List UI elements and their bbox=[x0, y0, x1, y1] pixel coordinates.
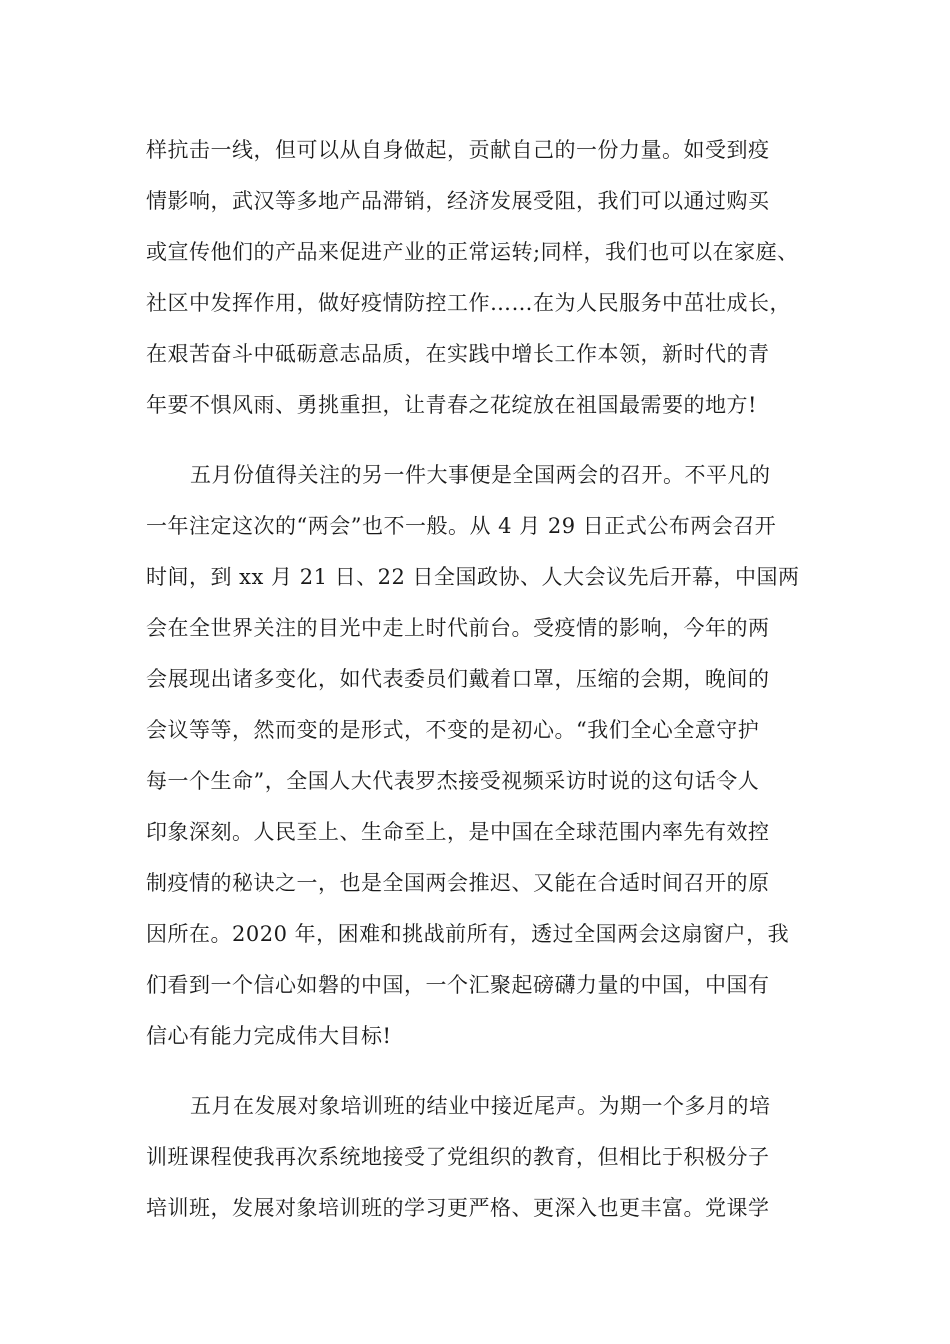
paragraph-1-line-1: 样抗击一线，但可以从自身做起，贡献自己的一份力量。如受到疫 bbox=[146, 138, 770, 162]
paragraph-1-line-6: 年要不惧风雨、勇挑重担，让青春之花绽放在祖国最需要的地方! bbox=[146, 393, 757, 417]
paragraph-2-line-12: 信心有能力完成伟大目标! bbox=[146, 1024, 392, 1048]
paragraph-1-line-4: 社区中发挥作用，做好疫情防控工作……在为人民服务中茁壮成长， bbox=[146, 291, 791, 315]
paragraph-2-line-11: 们看到一个信心如磐的中国，一个汇聚起磅礴力量的中国，中国有 bbox=[146, 973, 770, 997]
paragraph-2-line-9: 制疫情的秘诀之一，也是全国两会推迟、又能在合适时间召开的原 bbox=[146, 871, 770, 895]
paragraph-2-line-10: 因所在。2020 年，困难和挑战前所有，透过全国两会这扇窗户，我 bbox=[146, 922, 790, 946]
paragraph-1-line-2: 情影响，武汉等多地产品滞销，经济发展受阻，我们可以通过购买 bbox=[146, 189, 770, 213]
paragraph-2-line-8: 印象深刻。人民至上、生命至上，是中国在全球范围内率先有效控 bbox=[146, 820, 770, 844]
paragraph-1-line-3: 或宣传他们的产品来促进产业的正常运转;同样，我们也可以在家庭、 bbox=[146, 240, 799, 264]
paragraph-2-line-1: 五月份值得关注的另一件大事便是全国两会的召开。不平凡的 bbox=[190, 463, 771, 487]
paragraph-2-line-7: 每一个生命”，全国人大代表罗杰接受视频采访时说的这句话令人 bbox=[146, 769, 760, 793]
paragraph-3-line-1: 五月在发展对象培训班的结业中接近尾声。为期一个多月的培 bbox=[190, 1094, 771, 1118]
paragraph-2-line-3: 时间，到 xx 月 21 日、22 日全国政协、人大会议先后开幕，中国两 bbox=[146, 565, 800, 589]
paragraph-3-line-3: 培训班，发展对象培训班的学习更严格、更深入也更丰富。党课学 bbox=[146, 1196, 770, 1220]
paragraph-2-line-4: 会在全世界关注的目光中走上时代前台。受疫情的影响，今年的两 bbox=[146, 616, 770, 640]
paragraph-2-line-6: 会议等等，然而变的是形式，不变的是初心。“我们全心全意守护 bbox=[146, 718, 760, 742]
paragraph-3-line-2: 训班课程使我再次系统地接受了党组织的教育，但相比于积极分子 bbox=[146, 1145, 770, 1169]
paragraph-2-line-2: 一年注定这次的“两会”也不一般。从 4 月 29 日正式公布两会召开 bbox=[146, 514, 777, 538]
paragraph-1-line-5: 在艰苦奋斗中砥砺意志品质，在实践中增长工作本领，新时代的青 bbox=[146, 342, 770, 366]
paragraph-2-line-5: 会展现出诸多变化，如代表委员们戴着口罩，压缩的会期，晚间的 bbox=[146, 667, 770, 691]
